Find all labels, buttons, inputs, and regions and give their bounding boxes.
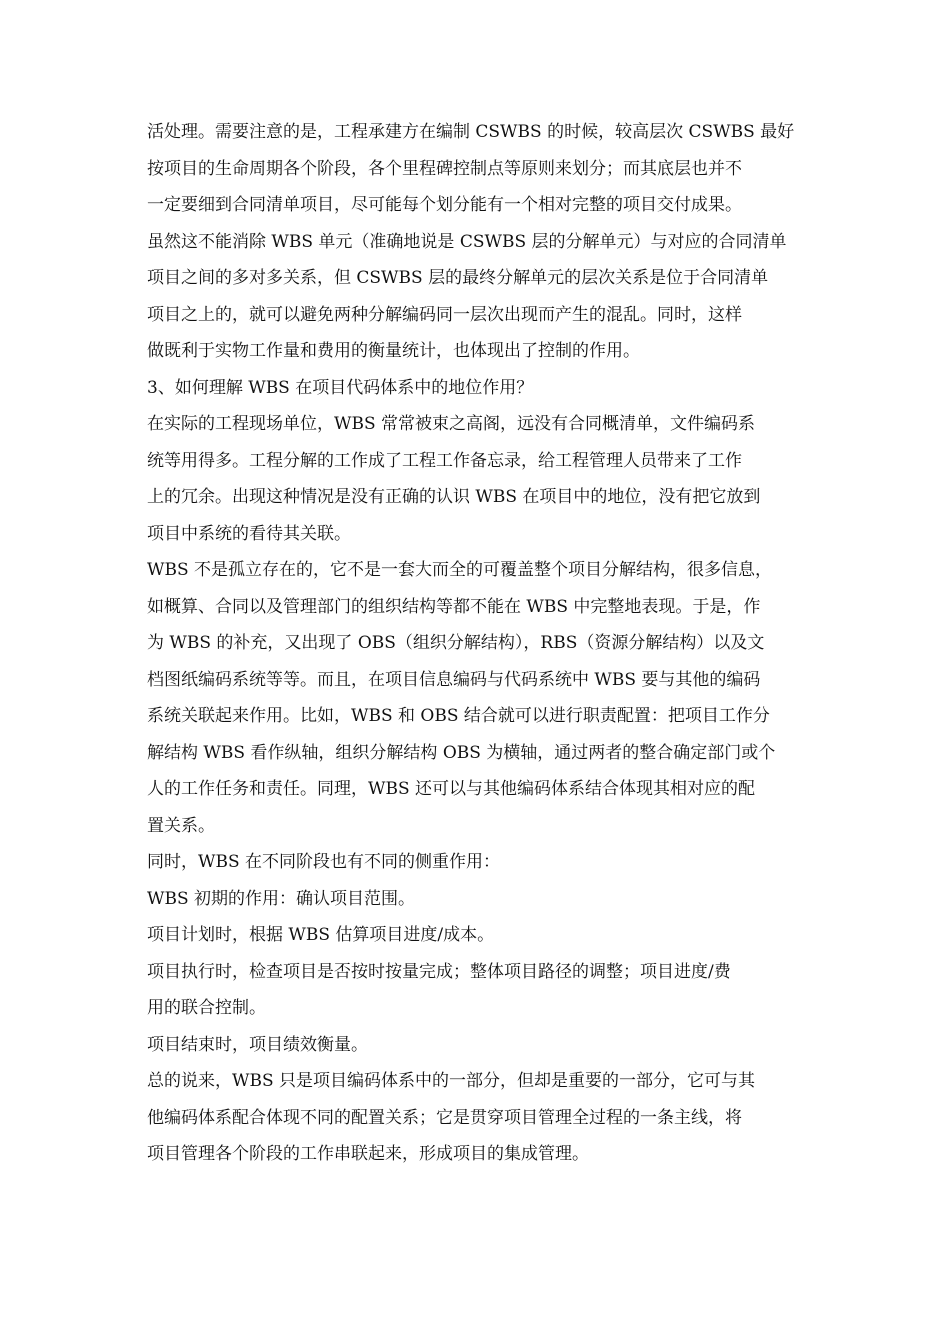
- text-line: 置关系。: [147, 815, 215, 836]
- text-line: 上的冗余。出现这种情况是没有正确的认识 WBS 在项目中的地位，没有把它放到: [147, 487, 761, 507]
- text-line: 项目管理各个阶段的工作串联起来，形成项目的集成管理。: [147, 1144, 589, 1164]
- text-line: 为 WBS 的补充，又出现了 OBS（组织分解结构），RBS（资源分解结构）以及文: [147, 633, 765, 653]
- text-line: 项目计划时，根据 WBS 估算项目进度/成本。: [147, 925, 495, 945]
- text-line: 他编码体系配合体现不同的配置关系；它是贯穿项目管理全过程的一条主线，将: [147, 1107, 742, 1128]
- text-line: 用的联合控制。: [147, 998, 266, 1018]
- text-line: 在实际的工程现场单位，WBS 常常被束之高阁，远没有合同概清单，文件编码系: [147, 414, 756, 434]
- text-line: 项目中系统的看待其关联。: [147, 523, 351, 544]
- text-line: 项目结束时，项目绩效衡量。: [147, 1034, 368, 1055]
- text-line: 项目之间的多对多关系，但 CSWBS 层的最终分解单元的层次关系是位于合同清单: [147, 268, 769, 288]
- text-line: WBS 初期的作用：确认项目范围。: [147, 888, 416, 909]
- text-line: 项目执行时，检查项目是否按时按量完成；整体项目路径的调整；项目进度/费: [147, 961, 731, 982]
- text-line: 项目之上的，就可以避免两种分解编码同一层次出现而产生的混乱。同时，这样: [147, 304, 742, 325]
- text-line: 一定要细到合同清单项目，尽可能每个划分能有一个相对完整的项目交付成果。: [147, 195, 742, 215]
- text-line: 同时，WBS 在不同阶段也有不同的侧重作用：: [147, 852, 501, 872]
- text-line: 按项目的生命周期各个阶段，各个里程碑控制点等原则来划分；而其底层也并不: [147, 158, 742, 179]
- text-line: 活处理。需要注意的是，工程承建方在编制 CSWBS 的时候，较高层次 CSWBS 最好: [147, 122, 795, 142]
- text-line: 总的说来，WBS 只是项目编码体系中的一部分，但却是重要的一部分，它可与其: [147, 1071, 756, 1091]
- text-line: 系统关联起来作用。比如，WBS 和 OBS 结合就可以进行职责配置：把项目工作分: [147, 706, 770, 726]
- text-line: 统等用得多。工程分解的工作成了工程工作备忘录，给工程管理人员带来了工作: [147, 450, 742, 471]
- text-line: 如概算、合同以及管理部门的组织结构等都不能在 WBS 中完整地表现。于是，作: [147, 596, 761, 617]
- text-line: 档图纸编码系统等等。而且，在项目信息编码与代码系统中 WBS 要与其他的编码: [147, 669, 761, 690]
- text-line: 做既利于实物工作量和费用的衡量统计，也体现出了控制的作用。: [147, 341, 640, 361]
- document-body: [147, 114, 813, 1173]
- text-line: 虽然这不能消除 WBS 单元（准确地说是 CSWBS 层的分解单元）与对应的合同清单: [147, 231, 787, 252]
- text-line: 人的工作任务和责任。同理，WBS 还可以与其他编码体系结合体现其相对应的配: [147, 779, 756, 799]
- text-line: 解结构 WBS 看作纵轴，组织分解结构 OBS 为横轴，通过两者的整合确定部门或个: [147, 742, 776, 763]
- text-line: WBS 不是孤立存在的，它不是一套大而全的可覆盖整个项目分解结构，很多信息，: [147, 560, 773, 580]
- text-line: 3、如何理解 WBS 在项目代码体系中的地位作用？: [147, 377, 534, 398]
